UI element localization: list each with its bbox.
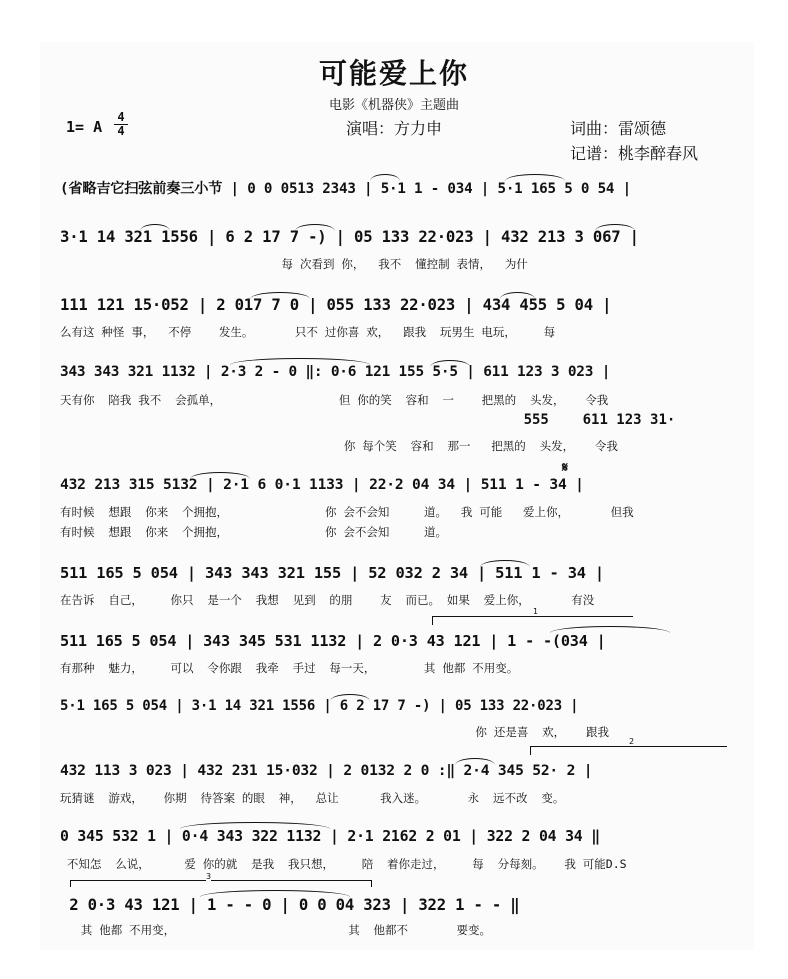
row-lyrics-alt: 有时候 想跟 你来 个拥抱， 你 会不会知 道。 <box>60 525 448 539</box>
key-signature: 1= A <box>66 118 103 136</box>
row-notes: (省略吉它扫弦前奏三小节 | 0 0 0513 2343 | 5·1 1 - 034 | 5·1 165 5 0 54 | <box>60 181 631 197</box>
row-lyrics: 有时候 想跟 你来 个拥抱， 你 会不会知 道。 我 可能 爱上你， 但我 <box>60 505 634 519</box>
volta-2: 2 <box>530 746 727 755</box>
triplet-bracket: 3 <box>70 880 372 887</box>
row-alt-notes: 555 611 123 31· <box>60 412 676 428</box>
row-notes: 343 343 321 1132 | 2·3 2 - 0 ‖: 0·6 121 155 5·5 | 611 123 3 023 | <box>60 364 611 380</box>
row-lyrics: 有那种 魅力， 可以 令你跟 我牵 手过 每一天， 其 他都 不用变。 <box>60 661 519 675</box>
volta-1: 1 <box>432 616 633 625</box>
composer-credit: 词曲：雷颂德 <box>570 119 667 138</box>
row-notes: 2 0·3 43 121 | 1 - - 0 | 0 0 04 323 | 322 1 - - ‖ <box>60 896 520 914</box>
song-title: 可能爱上你 <box>318 57 469 90</box>
time-signature-bottom: 4 <box>117 124 125 138</box>
singer-credit: 演唱：方力申 <box>346 119 443 138</box>
row-lyrics: 每 次看到 你， 我不 懂控制 表情， 为什 <box>60 257 528 271</box>
row-notes: 511 165 5 054 | 343 343 321 155 | 52 032 2 34 | 511 1 - 34 | <box>60 564 604 582</box>
segno-icon: 𝄋 <box>562 460 569 476</box>
row-lyrics: 玩猜谜 游戏， 你期 待答案 的眼 神， 总让 我入迷。 永 远不改 变。 <box>60 791 565 805</box>
row-notes: 0 345 532 1 | 0·4 343 322 1132 | 2·1 2162 2 01 | 322 2 04 34 ‖ <box>60 828 600 845</box>
row-lyrics: 不知怎 么说， 爱 你的就 是我 我只想， 陪 着你走过， 每 分每刻。 我 可能D.S <box>60 857 627 871</box>
row-lyrics-alt: 你 每个笑 容和 那一 把黑的 头发， 令我 <box>60 439 618 453</box>
row-notes: 511 165 5 054 | 343 345 531 1132 | 2 0·3 43 121 | 1 - -(034 | <box>60 632 606 650</box>
row-lyrics: 你 还是喜 欢， 跟我 <box>60 725 609 739</box>
row-lyrics: 在告诉 自己， 你只 是一个 我想 见到 的朋 友 而已。 如果 爱上你， 有没 <box>60 593 595 607</box>
time-signature <box>114 112 128 137</box>
row-lyrics: 天有你 陪我 我不 会孤单， 但 你的笑 容和 一 把黑的 头发， 令我 <box>60 393 609 407</box>
row-notes: 111 121 15·052 | 2 017 7 0 | 055 133 22·023 | 434 455 5 04 | <box>60 296 612 314</box>
row-lyrics: 么有这 种怪 事， 不停 发生。 只不 过你喜 欢， 跟我 玩男生 电玩， 每 <box>60 325 556 339</box>
song-subtitle: 电影《机器侠》主题曲 <box>328 98 459 113</box>
row-notes: 3·1 14 321 1556 | 6 2 17 7 -) | 05 133 22·023 | 432 213 3 067 | <box>60 228 639 246</box>
time-signature-top: 4 <box>117 110 125 124</box>
row-notes: 5·1 165 5 054 | 3·1 14 321 1556 | 6 2 17 7 -) | 05 133 22·023 | <box>60 698 579 714</box>
row-lyrics: 其 他都 不用变， 其 他都不 要变。 <box>60 923 492 937</box>
row-notes: 432 213 315 5132 | 2·1 6 0·1 1133 | 22·2 04 34 | 511 1 - 34 | <box>60 476 584 493</box>
transcriber-credit: 记谱：桃李醉春风 <box>570 144 699 163</box>
row-notes: 432 113 3 023 | 432 231 15·032 | 2 0132 2 0 :‖ 2·4 345 52· 2 | <box>60 762 593 779</box>
